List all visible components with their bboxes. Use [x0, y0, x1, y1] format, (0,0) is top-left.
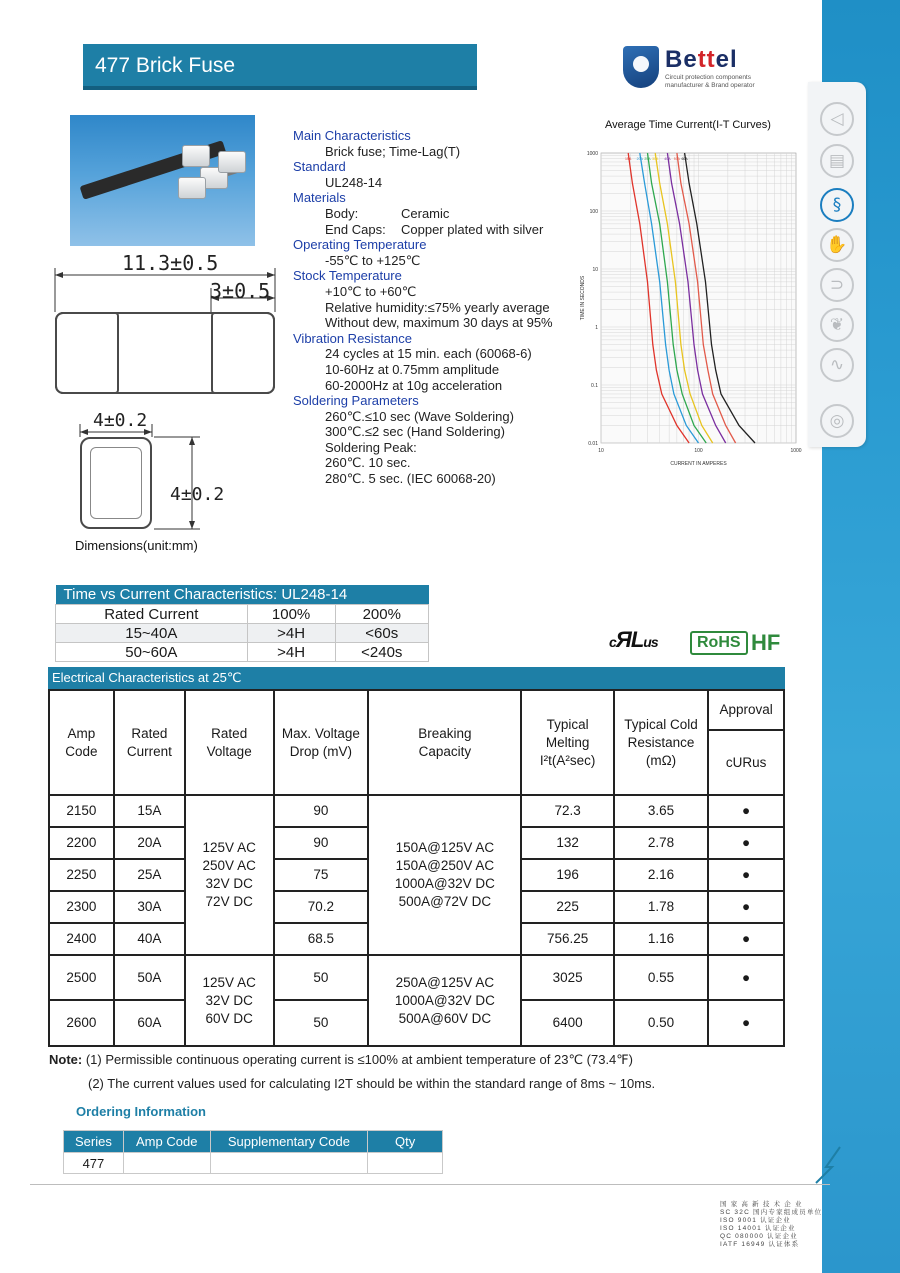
- hf-badge: HF: [751, 630, 781, 655]
- table-cell[interactable]: [123, 1153, 210, 1174]
- table-cell[interactable]: [210, 1153, 368, 1174]
- header-breaking-capacity: Breaking Capacity: [368, 690, 521, 795]
- header-approval-curus: cURus: [708, 730, 784, 795]
- table-cell: <60s: [335, 624, 428, 643]
- rated-current-cell: 50A: [114, 955, 185, 1000]
- table-cell: 477: [64, 1153, 124, 1174]
- resistance-cell: 1.78: [614, 891, 708, 923]
- ul-certification-mark: cЯLus: [609, 627, 658, 652]
- y-tick-label: 10: [592, 267, 598, 273]
- brand-tagline: Circuit protection components manufacturer & Brand operator: [665, 74, 755, 89]
- voltage-drop-cell: 70.2: [274, 891, 369, 923]
- cap-length-dimension: 3±0.5: [210, 279, 271, 303]
- fuse-end-cap-right: [211, 312, 275, 394]
- footer-line: 国 家 高 新 技 术 企 业: [720, 1201, 803, 1208]
- amp-code-cell: 2400: [49, 923, 114, 955]
- electrical-caption: Electrical Characteristics at 25℃: [48, 667, 785, 689]
- footer-line: ISO 14001 认证企业: [720, 1225, 796, 1232]
- ordering-header: Supplementary Code: [210, 1131, 368, 1153]
- section-value: -55℃ to +125℃: [325, 252, 421, 268]
- y-tick-label: 0.01: [588, 441, 598, 447]
- series-label: 50A: [673, 157, 680, 161]
- table-header-cell: 100%: [247, 605, 335, 624]
- rated-current-cell: 15A: [114, 795, 185, 827]
- ordering-header: Series: [64, 1131, 124, 1153]
- time-current-table: [55, 585, 429, 662]
- series-label: 15A: [625, 157, 632, 161]
- coil-icon[interactable]: ∿: [820, 348, 854, 382]
- series-label: 20A: [636, 157, 643, 161]
- section-heading: Soldering Parameters: [293, 393, 419, 409]
- approval-dot: ●: [708, 955, 784, 1000]
- rated-current-cell: 40A: [114, 923, 185, 955]
- approval-dot: ●: [708, 795, 784, 827]
- table-cell: >4H: [247, 643, 335, 662]
- chart-title: Average Time Current(I-T Curves): [605, 119, 771, 131]
- amp-code-cell: 2600: [49, 1000, 114, 1046]
- approval-dot: ●: [708, 891, 784, 923]
- footer-line: ISO 9001 认证企业: [720, 1217, 791, 1224]
- amp-code-cell: 2250: [49, 859, 114, 891]
- voltage-drop-cell: 75: [274, 859, 369, 891]
- book-icon[interactable]: ▤: [820, 144, 854, 178]
- section-value: Brick fuse; Time-Lag(T): [325, 143, 461, 159]
- section-value: +10℃ to +60℃: [325, 283, 417, 299]
- lightning-icon: [812, 1145, 844, 1185]
- series-label: 25A: [644, 157, 651, 161]
- dimensions-caption: Dimensions(unit:mm): [75, 538, 198, 553]
- footer-line: QC 080000 认证企业: [720, 1233, 798, 1240]
- resistance-cell: 3.65: [614, 795, 708, 827]
- table-row: [49, 955, 784, 1000]
- header-approval: Approval: [708, 690, 784, 730]
- note-1: Note: (1) Permissible continuous operating current is ≤100% at ambient temperature of 23℃ (73.4℉): [49, 1052, 633, 1067]
- brand-logo: [623, 46, 773, 94]
- header-resistance: Typical Cold Resistance (mΩ): [614, 690, 708, 795]
- section-value: 260℃. 10 sec.: [325, 455, 411, 471]
- section-heading: Standard: [293, 159, 346, 175]
- section-value: Body: Ceramic: [325, 205, 450, 221]
- melting-cell: 756.25: [521, 923, 613, 955]
- brand-name: Bettel: [665, 46, 738, 73]
- rated-current-cell: 30A: [114, 891, 185, 923]
- table-cell: <240s: [335, 643, 428, 662]
- resistance-cell: 0.55: [614, 955, 708, 1000]
- series-label: 40A: [664, 157, 671, 161]
- section-value: Relative humidity:≤75% yearly average: [325, 299, 550, 315]
- plug-icon[interactable]: ⊃: [820, 268, 854, 302]
- fuse-cube: [182, 145, 210, 167]
- section-value: End Caps: Copper plated with silver: [325, 221, 544, 237]
- section-value: Without dew, maximum 30 days at 95%: [325, 315, 553, 331]
- breaking-capacity-cell: 250A@125V AC 1000A@32V DC 500A@60V DC: [368, 955, 521, 1046]
- voltage-drop-cell: 50: [274, 1000, 369, 1046]
- table-cell: 50~60A: [56, 643, 248, 662]
- y-tick-label: 0.1: [591, 383, 598, 389]
- section-value: 280℃. 5 sec. (IEC 60068-20): [325, 471, 496, 487]
- voltage-drop-cell: 90: [274, 827, 369, 859]
- voltage-drop-cell: 50: [274, 955, 369, 1000]
- amp-code-cell: 2500: [49, 955, 114, 1000]
- rated-current-cell: 20A: [114, 827, 185, 859]
- rated-voltage-cell: 125V AC 32V DC 60V DC: [185, 955, 274, 1046]
- melting-cell: 225: [521, 891, 613, 923]
- ordering-heading: Ordering Information: [76, 1104, 206, 1119]
- fuse-cube: [178, 177, 206, 199]
- resistance-cell: 0.50: [614, 1000, 708, 1046]
- footer-line: IATF 16949 认证体系: [720, 1241, 800, 1248]
- characteristics-list: [293, 128, 573, 487]
- header-rated-voltage: Rated Voltage: [185, 690, 274, 795]
- rohs-badge: RoHS: [690, 631, 748, 655]
- fuse-end-view: [80, 437, 152, 529]
- section-heading: Operating Temperature: [293, 237, 427, 253]
- x-axis-label: CURRENT IN AMPERES: [670, 461, 727, 467]
- section-value: 260℃.≤10 sec (Wave Soldering): [325, 408, 514, 424]
- section-heading: Vibration Resistance: [293, 330, 412, 346]
- section-value: 10-60Hz at 0.75mm amplitude: [325, 361, 500, 377]
- header-rated-current: Rated Current: [114, 690, 185, 795]
- title-bar: [83, 44, 477, 90]
- section-heading: Main Characteristics: [293, 128, 411, 143]
- ordering-header: Amp Code: [123, 1131, 210, 1153]
- amp-code-cell: 2150: [49, 795, 114, 827]
- rated-current-cell: 60A: [114, 1000, 185, 1046]
- length-dimension: 11.3±0.5: [122, 251, 219, 275]
- ordering-header: Qty: [368, 1131, 443, 1153]
- height-dimension: 4±0.2: [170, 484, 225, 505]
- melting-cell: 3025: [521, 955, 613, 1000]
- electrical-table: [48, 689, 785, 1047]
- x-tick-label: 1000: [790, 448, 802, 454]
- series-label: 60A: [681, 157, 688, 161]
- globe-icon[interactable]: ◎: [820, 404, 854, 438]
- resistance-cell: 2.78: [614, 827, 708, 859]
- footer-certifications: [720, 1201, 822, 1249]
- rated-voltage-cell: 125V AC 250V AC 32V DC 72V DC: [185, 795, 274, 955]
- x-tick-label: 10: [598, 448, 604, 454]
- time-current-caption: Time vs Current Characteristics: UL248-14: [56, 585, 429, 605]
- amp-code-cell: 2300: [49, 891, 114, 923]
- melting-cell: 72.3: [521, 795, 613, 827]
- approval-dot: ●: [708, 827, 784, 859]
- section-heading: Materials: [293, 190, 346, 206]
- breaking-capacity-cell: 150A@125V AC 150A@250V AC 1000A@32V DC 500A@72V DC: [368, 795, 521, 955]
- section-value: Soldering Peak:: [325, 439, 417, 455]
- approval-dot: ●: [708, 1000, 784, 1046]
- table-row: [56, 624, 429, 643]
- product-photo: [70, 115, 255, 246]
- amp-code-cell: 2200: [49, 827, 114, 859]
- shield-icon: [623, 46, 659, 88]
- leaf-icon[interactable]: ❦: [820, 308, 854, 342]
- hand-icon[interactable]: ✋: [820, 228, 854, 262]
- footer-line: SC 32C 国内专家组成员单位: [720, 1209, 823, 1216]
- section-value: 60-2000Hz at 10g acceleration: [325, 377, 503, 393]
- section-value: 300℃.≤2 sec (Hand Soldering): [325, 424, 505, 440]
- table-cell: 15~40A: [56, 624, 248, 643]
- section-heading: Stock Temperature: [293, 268, 402, 284]
- side-icon-panel: [808, 82, 866, 447]
- melting-cell: 6400: [521, 1000, 613, 1046]
- footer-divider: [30, 1184, 830, 1185]
- voltage-drop-cell: 68.5: [274, 923, 369, 955]
- table-header-cell: 200%: [335, 605, 428, 624]
- arrow-icon[interactable]: ◁: [820, 102, 854, 136]
- y-tick-label: 100: [589, 209, 598, 215]
- melting-cell: 132: [521, 827, 613, 859]
- y-tick-label: 1000: [586, 151, 598, 157]
- header-voltage-drop: Max. Voltage Drop (mV): [274, 690, 369, 795]
- table-cell: >4H: [247, 624, 335, 643]
- table-cell[interactable]: [368, 1153, 443, 1174]
- voltage-drop-cell: 90: [274, 795, 369, 827]
- it-curve-chart: [576, 138, 806, 468]
- resistance-cell: 2.16: [614, 859, 708, 891]
- header-amp-code: Amp Code: [49, 690, 114, 795]
- fuse-end-cap-left: [55, 312, 119, 394]
- fuse-cube: [218, 151, 246, 173]
- series-label: 30A: [652, 157, 659, 161]
- table-row: [56, 643, 429, 662]
- rated-current-cell: 25A: [114, 859, 185, 891]
- note-2: (2) The current values used for calculating I2T should be within the standard range of 8ms ~ 10ms.: [88, 1076, 656, 1091]
- section-value: 24 cycles at 15 min. each (60068-6): [325, 346, 532, 362]
- page-title: 477 Brick Fuse: [95, 54, 236, 77]
- table-row: [64, 1153, 443, 1174]
- fuse-icon[interactable]: §: [820, 188, 854, 222]
- y-tick-label: 1: [595, 325, 598, 331]
- approval-dot: ●: [708, 923, 784, 955]
- y-axis-label: TIME IN SECONDS: [580, 275, 586, 321]
- melting-cell: 196: [521, 859, 613, 891]
- table-header-cell: Rated Current: [56, 605, 248, 624]
- resistance-cell: 1.16: [614, 923, 708, 955]
- approval-dot: ●: [708, 859, 784, 891]
- header-melting: Typical Melting I²t(A²sec): [521, 690, 613, 795]
- x-tick-label: 100: [694, 448, 703, 454]
- table-row: [49, 795, 784, 827]
- width-dimension: 4±0.2: [93, 410, 148, 431]
- section-value: UL248-14: [325, 174, 383, 190]
- ordering-table: [63, 1130, 443, 1174]
